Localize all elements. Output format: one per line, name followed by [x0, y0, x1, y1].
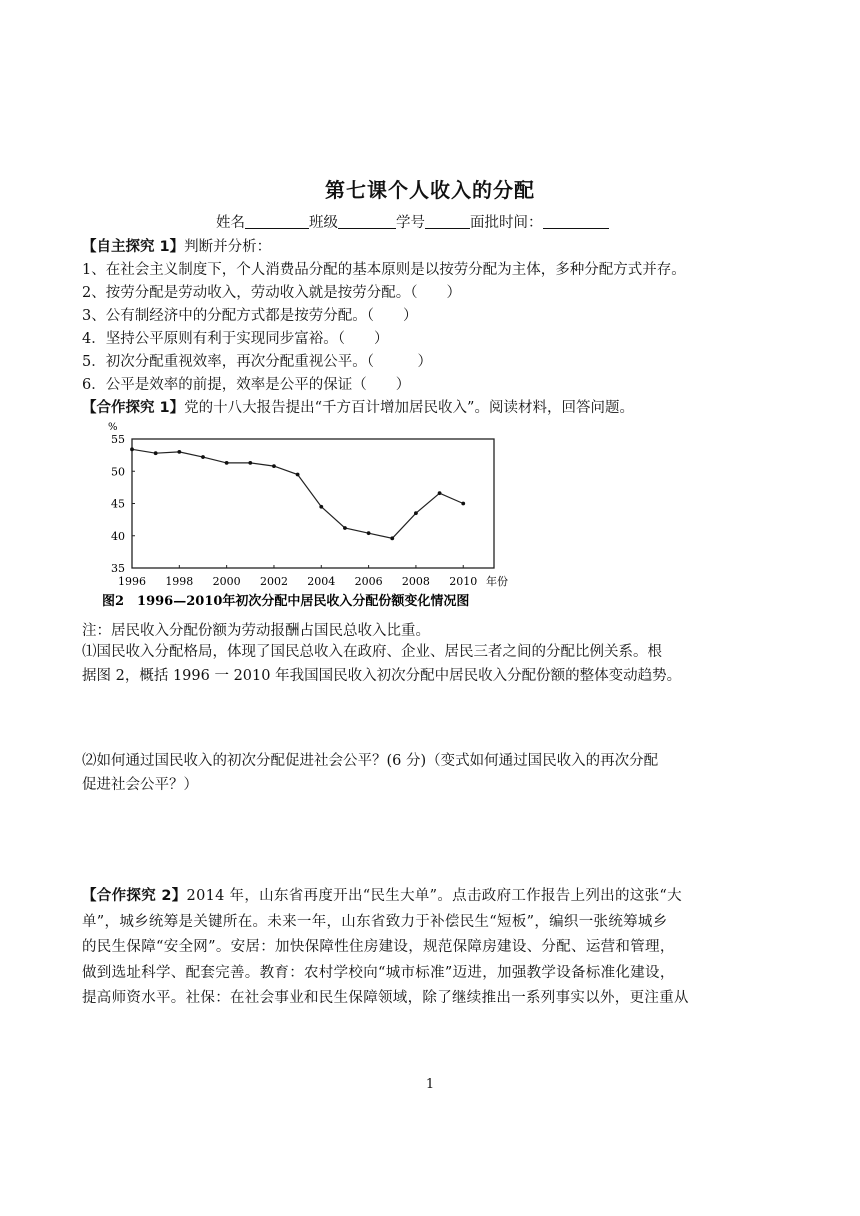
class-blank[interactable]: [338, 214, 396, 229]
data-point: [343, 526, 347, 530]
question-2-line-1: ⑵如何通过国民收入的初次分配促进社会公平？(6 分)（变式如何通过国民收入的再次分配: [82, 753, 659, 769]
data-point: [177, 450, 181, 454]
chart-title: 图2 1996—2010年初次分配中居民收入分配份额变化情况图: [102, 594, 470, 609]
y-unit-label: %: [108, 422, 118, 433]
data-point: [248, 461, 252, 465]
x-tick-label: 2004: [307, 575, 336, 588]
x-tick-label: 2008: [401, 575, 430, 588]
section3-heading: 【合作探究 2】: [82, 888, 187, 904]
data-point: [272, 464, 276, 468]
section2-heading-line: [82, 396, 634, 417]
question-2: [82, 749, 702, 797]
judgment-item-3: 3、公有制经济中的分配方式都是按劳分配。（ ）: [82, 308, 418, 324]
name-label: 姓名: [216, 215, 245, 231]
section3-line-3: 的民生保障“安全网”。安居：加快保障性住房建设，规范保障房建设、分配、运营和管理，: [82, 939, 675, 955]
student-info-line: [216, 211, 609, 232]
section1-heading: 【自主探究 1】: [82, 239, 185, 255]
plot-area-border: [132, 439, 494, 568]
y-tick-label: 55: [111, 433, 125, 446]
y-tick-label: 50: [111, 465, 125, 479]
series-line: [132, 449, 463, 538]
judgment-item-6: 6．公平是效率的前提，效率是公平的保证（ ）: [82, 377, 411, 393]
data-point: [367, 531, 371, 535]
data-point: [130, 447, 134, 451]
judgment-item-2: 2、按劳分配是劳动收入，劳动收入就是按劳分配。（ ）: [82, 285, 461, 301]
data-point: [296, 473, 300, 477]
data-point: [461, 502, 465, 506]
class-label: 班级: [309, 215, 338, 231]
x-tick-label: 1998: [165, 575, 194, 588]
x-tick-label: 2000: [212, 575, 241, 588]
data-point: [414, 511, 418, 515]
number-label: 学号: [396, 215, 425, 231]
income-share-chart: [96, 418, 596, 612]
question-1-line-2: 据图 2，概括 1996 一 2010 年我国国民收入初次分配中居民收入分配份额的整体变动趋势。: [82, 668, 682, 684]
number-blank[interactable]: [425, 214, 470, 229]
data-point: [225, 461, 229, 465]
question-1: [82, 640, 702, 688]
data-point: [319, 505, 323, 509]
x-tick-label: 2006: [354, 575, 383, 588]
judgment-item-4: 4．坚持公平原则有利于实现同步富裕。（ ）: [82, 331, 389, 347]
section3-line-4: 做到选址科学、配套完善。教育：农村学校向“城市标准”迈进，加强教学设备标准化建设，: [82, 964, 675, 981]
section3-line-1: 2014 年，山东省再度开出“民生大单”。点击政府工作报告上列出的这张“大: [186, 888, 682, 904]
data-point: [438, 491, 442, 495]
x-tick-label: 2002: [259, 575, 288, 588]
data-point: [154, 451, 158, 455]
section1-heading-line: [82, 235, 271, 256]
data-point: [390, 536, 394, 540]
page-number: 1: [425, 1077, 435, 1092]
page-title: 第七课个人收入的分配: [325, 178, 535, 202]
x-tick-label: 1996: [118, 575, 146, 588]
section2-heading: 【合作探究 1】: [82, 400, 185, 416]
data-point: [201, 455, 205, 459]
chart-note: 注：居民收入分配份额为劳动报酬占国民总收入比重。: [82, 623, 430, 639]
x-axis-label: 年份: [486, 575, 508, 588]
section3-line-2: 单”，城乡统筹是关键所在。未来一年，山东省致力于补偿民生“短板”，编织一张统筹城乡: [82, 913, 668, 930]
question-1-line-1: ⑴国民收入分配格局，体现了国民总收入在政府、企业、居民三者之间的分配比例关系。根: [82, 644, 662, 660]
x-tick-label: 2010: [449, 575, 478, 588]
review-label: 面批时间：: [470, 215, 543, 231]
section2-heading-tail: 党的十八大报告提出“千方百计增加居民收入”。阅读材料，回答问题。: [184, 400, 634, 416]
section3: [82, 884, 702, 1012]
y-tick-label: 35: [111, 562, 125, 575]
y-tick-label: 45: [111, 497, 125, 511]
section1-heading-tail: 判断并分析：: [184, 239, 272, 255]
review-blank[interactable]: [543, 214, 609, 229]
question-2-line-2: 促进社会公平？）: [82, 777, 198, 793]
section3-line-5: 提高师资水平。社保：在社会事业和民生保障领域，除了继续推出一系列事实以外，更注重从: [82, 990, 689, 1006]
name-blank[interactable]: [245, 214, 309, 229]
judgment-item-5: 5．初次分配重视效率，再次分配重视公平。（ ）: [82, 354, 432, 370]
y-tick-label: 40: [111, 529, 125, 543]
judgment-item-1: 1、在社会主义制度下，个人消费品分配的基本原则是以按劳分配为主体，多种分配方式并存。: [82, 262, 686, 278]
